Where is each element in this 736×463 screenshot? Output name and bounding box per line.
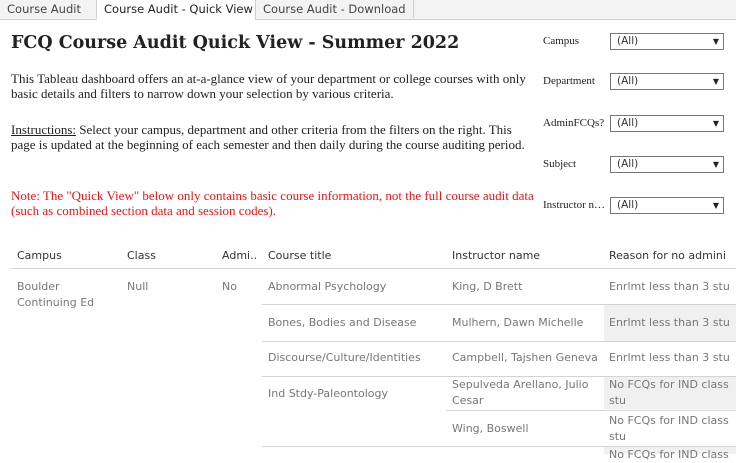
chevron-down-icon: ▼ — [712, 201, 719, 210]
chevron-down-icon: ▼ — [712, 77, 719, 86]
table-row-course: Bones, Bodies and Disease — [268, 316, 417, 329]
chevron-down-icon: ▼ — [712, 160, 719, 169]
header-divider — [11, 268, 736, 269]
row-divider — [262, 341, 736, 342]
cell-campus: Boulder Continuing Ed — [17, 280, 95, 309]
tab-strip — [0, 0, 736, 20]
table-row-reason: No FCQs for IND class stu — [609, 378, 729, 407]
filter-adminfcqs-value: (All) — [617, 117, 639, 129]
table-row-reason: Enrlmt less than 3 stu — [609, 280, 730, 293]
filter-subject-value: (All) — [617, 158, 639, 170]
filter-label-campus: Campus — [543, 35, 580, 47]
tab-course-audit-download[interactable]: Course Audit - Download — [256, 0, 414, 18]
table-row-course: Abnormal Psychology — [268, 280, 387, 293]
table-row-reason: No FCQs for IND class stu — [609, 414, 729, 443]
table-row-instructor: Mulhern, Dawn Michelle — [452, 316, 584, 329]
tab-course-audit[interactable]: Course Audit — [0, 0, 97, 18]
filter-subject-select[interactable] — [610, 156, 724, 173]
filter-department-select[interactable] — [610, 73, 724, 90]
page-title: FCQ Course Audit Quick View - Summer 2022 — [11, 33, 460, 53]
table-row-instructor: Wing, Boswell — [452, 422, 529, 435]
filter-department-value: (All) — [617, 75, 639, 87]
table-row-instructor: King, D Brett — [452, 280, 523, 293]
cell-class: Null — [127, 280, 149, 293]
filter-label-subject: Subject — [543, 158, 576, 170]
filter-instructor-value: (All) — [617, 199, 639, 211]
filter-instructor-select[interactable] — [610, 197, 724, 214]
table-row-reason: Enrlmt less than 3 stu — [609, 316, 730, 329]
table-row-reason: Enrlmt less than 3 stu — [609, 351, 730, 364]
note-text: Note: The "Quick View" below only contains basic course information, not the full course audit data (such as combined section data and session codes). — [11, 188, 534, 218]
table-row-course: Discourse/Culture/Identities — [268, 351, 421, 364]
table-row-instructor: Campbell, Tajshen Geneva — [452, 351, 598, 364]
row-divider — [446, 410, 736, 411]
chevron-down-icon: ▼ — [712, 119, 719, 128]
col-header-course-title[interactable]: Course title — [268, 249, 332, 262]
col-header-class[interactable]: Class — [127, 249, 156, 262]
tab-course-audit-quick-view[interactable]: Course Audit - Quick View — [97, 0, 256, 20]
cell-admin: No — [222, 280, 237, 293]
table-row-course: Ind Stdy-Paleontology — [268, 387, 388, 400]
row-divider — [262, 304, 736, 305]
table-row-reason: No FCQs for IND class — [609, 448, 729, 461]
instructions-text — [11, 122, 535, 152]
instructions-label: Instructions: — [11, 122, 76, 137]
filter-label-instructor: Instructor n… — [543, 199, 606, 211]
col-header-admin[interactable]: Admi.. — [222, 249, 258, 262]
filter-label-adminfcqs: AdminFCQs? — [543, 117, 605, 129]
filter-campus-select[interactable] — [610, 33, 724, 50]
instructions-body: Select your campus, department and other criteria from the filters on the right. This page is updated at the beginning of each semester and then daily during the course auditing period. — [11, 122, 525, 152]
filter-campus-value: (All) — [617, 35, 639, 47]
intro-text: This Tableau dashboard offers an at-a-glance view of your department or college courses with only basic details and filters to narrow down your selection by various criteria. — [11, 71, 526, 101]
col-header-campus[interactable]: Campus — [17, 249, 62, 262]
table-row-instructor: Sepulveda Arellano, Julio Cesar — [452, 378, 589, 407]
col-header-reason[interactable]: Reason for no admini — [609, 249, 726, 262]
filter-adminfcqs-select[interactable] — [610, 115, 724, 132]
chevron-down-icon: ▼ — [712, 37, 719, 46]
col-header-instructor[interactable]: Instructor name — [452, 249, 541, 262]
filter-label-department: Department — [543, 75, 595, 87]
